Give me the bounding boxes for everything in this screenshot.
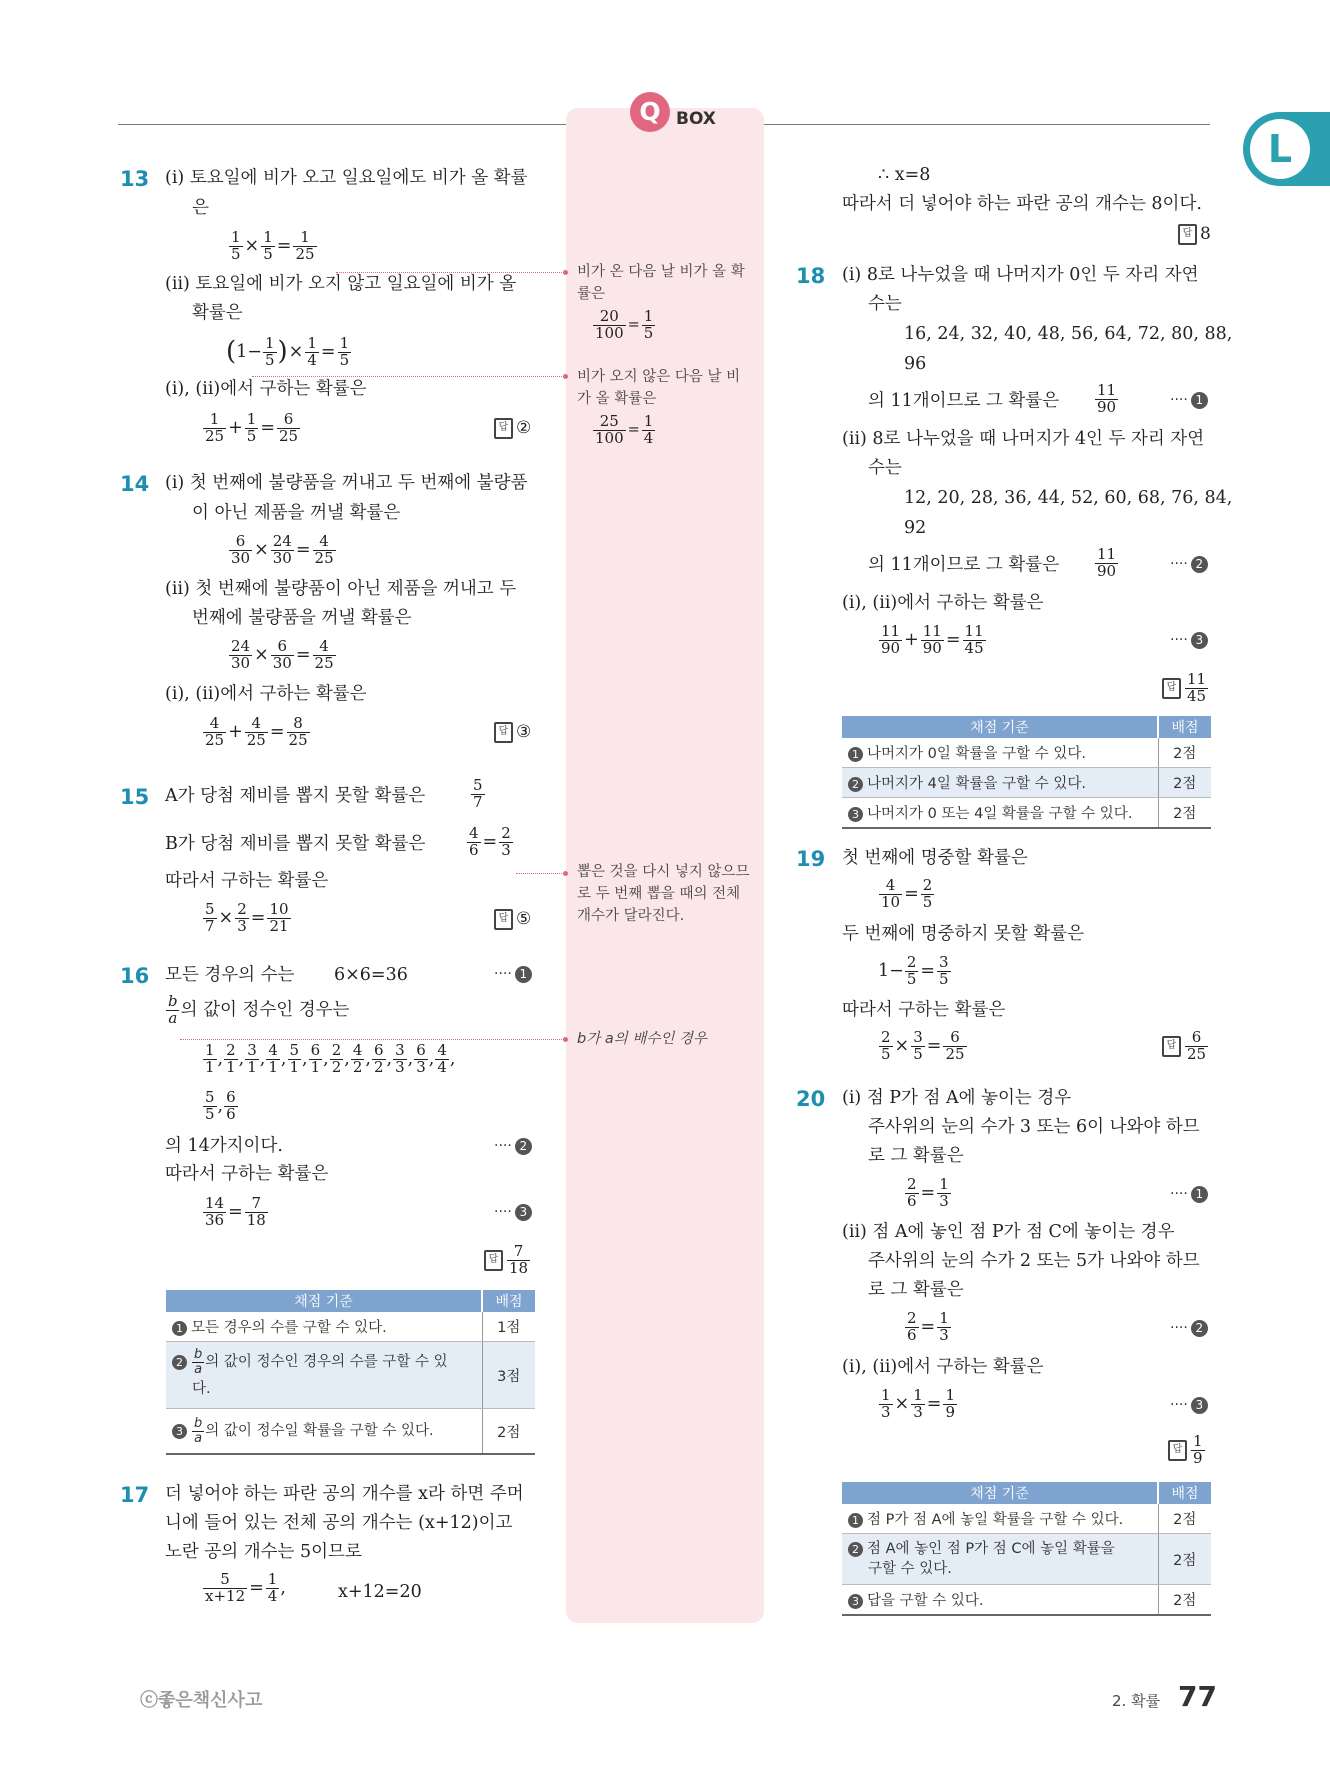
p20-mark-3: ···· 3 [1170, 1397, 1208, 1414]
p17-answer-value: 8 [1200, 224, 1211, 244]
answer-icon: 답 [484, 1250, 503, 1271]
p13-line4: 확률은 [192, 303, 243, 323]
note-2: 비가 오지 않은 다음 날 비 가 올 확률은 [577, 369, 741, 407]
p16-line1-eq: 6×6=36 [334, 965, 408, 985]
p17-line2: 니에 들어 있는 전체 공의 개수는 (x+12)이고 [165, 1513, 513, 1533]
p13-line5: (ⅰ), (ⅱ)에서 구하는 확률은 [165, 379, 367, 399]
p15-eq: $\frac{5}{7}$ × $\frac{2}{3}$ = $\frac{10}{21}$ [205, 900, 289, 935]
page-number: 77 [1178, 1680, 1217, 1713]
scoring-header-points: 배점 [1158, 1482, 1211, 1504]
p13-eq3: $\frac{1}{25}$ + $\frac{1}{5}$ = $\frac{6}{25}$ [205, 410, 299, 445]
p18-eq: $\frac{11}{90}$ + $\frac{11}{90}$ = $\frac{11}{45}$ [881, 622, 984, 657]
p17-eq1: $\frac{5}{x+12}$ = $\frac{1}{4}$ , [205, 1570, 286, 1605]
p19-eq1: $\frac{4}{10}$ = $\frac{2}{5}$ [881, 876, 933, 911]
p16-line4: 따라서 구하는 확률은 [165, 1164, 329, 1184]
p16-list1: $\frac{1}{1}$ , $\frac{2}{1}$ , $\frac{3}{1}$ , $\frac{4}{1}$ , $\frac{5}{1}$ , $\frac{6}{1}$ , $\frac{2}{2}$ , $\frac{4}{2}$ , $\frac{6}{2}$ , $\frac{3}{3}$ , $\frac{6}{3}$ , $\frac{4}{4}$ , [205, 1041, 456, 1076]
p16-answer: 답 $\frac{7}{18}$ [484, 1244, 531, 1277]
answer-icon: 답 [494, 418, 513, 439]
answer-icon: 답 [1178, 224, 1197, 245]
p20-line5: 주사위의 눈의 수가 2 또는 5가 나와야 하므 [868, 1251, 1200, 1271]
p16-line1: 모든 경우의 수는 [165, 965, 295, 985]
p20-mark-1: ···· 1 [1170, 1186, 1208, 1203]
note-leader-3 [516, 873, 564, 874]
problem-number-16: 16 [120, 964, 150, 988]
p15-answer [494, 909, 531, 930]
p18-line5: 의 11개이므로 그 확률은 [868, 391, 1060, 411]
scoring-header-criteria: 채점 기준 [842, 716, 1158, 738]
p16-list2: $\frac{5}{5}$ , $\frac{6}{6}$ [205, 1088, 236, 1123]
q-box-label: BOX [676, 109, 716, 129]
p18-line7: 수는 [868, 458, 902, 478]
p13-eq2: (1− $\frac{1}{5}$ )× $\frac{1}{4}$ = $\frac{1}{5}$ [226, 334, 350, 369]
p17-line4: ∴ x=8 [878, 165, 931, 185]
scoring-row-1: 1 점 P가 점 A에 놓일 확률을 구할 수 있다. [842, 1504, 1158, 1534]
scoring-row-3: 3 나머지가 0 또는 4일 확률을 구할 수 있다. [842, 798, 1158, 829]
p16-line2: $\frac{b}{a}$ 의 값이 정수인 경우는 [168, 992, 350, 1027]
p13-line1: (ⅰ) 토요일에 비가 오고 일요일에도 비가 올 확률 [165, 168, 528, 188]
p18-frac1: $\frac{11}{90}$ [1097, 381, 1117, 416]
publisher-logo: ⓒ좋은책신사고 [140, 1690, 263, 1711]
p14-line4: 번째에 불량품을 꺼낼 확률은 [192, 608, 412, 628]
p17-eq2: x+12=20 [338, 1582, 422, 1602]
p20-line7: (ⅰ), (ⅱ)에서 구하는 확률은 [842, 1357, 1044, 1377]
p13-line3: (ⅱ) 토요일에 비가 오지 않고 일요일에 비가 올 [165, 274, 517, 294]
p20-line1: (ⅰ) 점 P가 점 A에 놓이는 경우 [842, 1088, 1072, 1108]
p17-line1: 더 넣어야 하는 파란 공의 개수를 x라 하면 주머 [165, 1484, 524, 1504]
problem-number-15: 15 [120, 785, 150, 809]
p20-line4: (ⅱ) 점 A에 놓인 점 P가 점 C에 놓이는 경우 [842, 1222, 1175, 1242]
p18-line8: 12, 20, 28, 36, 44, 52, 60, 68, 76, 84, [904, 488, 1233, 508]
answer-icon: 답 [1162, 1036, 1181, 1057]
p20-line2: 주사위의 눈의 수가 3 또는 6이 나와야 하므 [868, 1117, 1200, 1137]
scoring-header-criteria: 채점 기준 [842, 1482, 1158, 1504]
header-rule-left [118, 124, 568, 125]
p18-line1: (ⅰ) 8로 나누었을 때 나머지가 0인 두 자리 자연 [842, 265, 1199, 285]
answer-icon: 답 [494, 909, 513, 930]
scoring-row-2: 2 나머지가 4일 확률을 구할 수 있다. [842, 768, 1158, 798]
p16-line2-text: 의 값이 정수인 경우는 [180, 999, 350, 1020]
p19-line2: 두 번째에 명중하지 못할 확률은 [842, 924, 1085, 944]
note-1-eq: $\frac{20}{100}$ = $\frac{1}{5}$ [595, 307, 654, 342]
p15-line3: 따라서 구하는 확률은 [165, 871, 329, 891]
note-leader-2 [252, 376, 564, 377]
p19-line3: 따라서 구하는 확률은 [842, 1000, 1006, 1020]
problem-number-13: 13 [120, 167, 150, 191]
p18-mark-1: ···· 1 [1170, 392, 1208, 409]
scoring-header-criteria: 채점 기준 [166, 1290, 482, 1312]
chapter-label: 2. 확률 [1112, 1692, 1161, 1710]
p18-line10: 의 11개이므로 그 확률은 [868, 555, 1060, 575]
p20-scoring-table: 채점 기준 배점 1 점 P가 점 A에 놓일 확률을 구할 수 있다. 2점 2 점 A에 놓인 점 P가 점 C에 놓일 확률을 구할 수 있다. 2점 3 답을 구할 수 있다. 2점 [842, 1482, 1211, 1616]
scoring-row-1: 1 모든 경우의 수를 구할 수 있다. [166, 1312, 482, 1342]
scoring-row-1: 1 나머지가 0일 확률을 구할 수 있다. [842, 738, 1158, 768]
q-box-logo-icon: Q [630, 92, 670, 132]
problem-number-17: 17 [120, 1483, 150, 1507]
p18-mark-2: ···· 2 [1170, 556, 1208, 573]
p19-line1: 첫 번째에 명중할 확률은 [842, 848, 1028, 868]
p17-line5: 따라서 더 넣어야 하는 파란 공의 개수는 8이다. [842, 194, 1202, 214]
note-leader-4 [180, 1039, 564, 1040]
p16-scoring-table: 채점 기준 배점 1 모든 경우의 수를 구할 수 있다. 1점 2 $\frac{b}{a}$ 의 값이 정수인 경우의 수를 구할 수 있 다. 3점 3 $\frac{b}{a}$ 의 값이 정수일 확률을 구할 수 있다. 2점 [166, 1290, 535, 1455]
p14-eq2: $\frac{24}{30}$ × $\frac{6}{30}$ = $\frac{4}{25}$ [231, 637, 334, 672]
p18-answer: 답 $\frac{11}{45}$ [1162, 672, 1209, 705]
p20-answer: 답 $\frac{1}{9}$ [1168, 1434, 1206, 1467]
p18-scoring-table: 채점 기준 배점 1 나머지가 0일 확률을 구할 수 있다. 2점 2 나머지가 4일 확률을 구할 수 있다. 2점 3 나머지가 0 또는 4일 확률을 구할 수 있다. 2점 [842, 716, 1211, 829]
level-tab-letter: L [1250, 119, 1310, 179]
p17-answer [1178, 224, 1211, 245]
problem-number-18: 18 [796, 264, 826, 288]
p20-line3: 로 그 확률은 [868, 1146, 964, 1166]
p19-eq3: $\frac{2}{5}$ × $\frac{3}{5}$ = $\frac{6}{25}$ [881, 1028, 965, 1063]
p13-eq1: $\frac{1}{5}$ × $\frac{1}{5}$ = $\frac{1}{25}$ [231, 228, 315, 263]
header-rule-right [764, 124, 1210, 125]
p20-eq2: $\frac{2}{6}$ = $\frac{1}{3}$ [907, 1309, 949, 1344]
p14-line5: (ⅰ), (ⅱ)에서 구하는 확률은 [165, 684, 367, 704]
p16-mark-2: ···· 2 [494, 1138, 532, 1155]
p14-eq1: $\frac{6}{30}$ × $\frac{24}{30}$ = $\frac{4}{25}$ [231, 532, 334, 567]
p20-line6: 로 그 확률은 [868, 1280, 964, 1300]
scoring-row-2: 2 점 A에 놓인 점 P가 점 C에 놓일 확률을 구할 수 있다. [842, 1534, 1158, 1585]
note-1: 비가 온 다음 날 비가 올 확 률은 [577, 264, 745, 302]
p18-line11: (ⅰ), (ⅱ)에서 구하는 확률은 [842, 593, 1044, 613]
p15-frac2: $\frac{4}{6}$ = $\frac{2}{3}$ [469, 824, 511, 859]
note-leader-1 [336, 272, 564, 273]
p14-line1: (ⅰ) 첫 번째에 불량품을 꺼내고 두 번째에 불량품 [165, 473, 528, 493]
answer-icon: 답 [494, 722, 513, 743]
p18-line6: (ⅱ) 8로 나누었을 때 나머지가 4인 두 자리 자연 [842, 429, 1205, 449]
p13-answer [494, 418, 531, 439]
p15-line2: B가 당첨 제비를 뽑지 못할 확률은 [165, 834, 426, 854]
p18-line3: 16, 24, 32, 40, 48, 56, 64, 72, 80, 88, [904, 324, 1233, 344]
p14-line2: 이 아닌 제품을 꺼낼 확률은 [192, 503, 401, 523]
p20-eq3: $\frac{1}{3}$ × $\frac{1}{3}$ = $\frac{1}{9}$ [881, 1386, 955, 1421]
p18-mark-3: ···· 3 [1170, 632, 1208, 649]
p20-eq1: $\frac{2}{6}$ = $\frac{1}{3}$ [907, 1175, 949, 1210]
scoring-header-points: 배점 [1158, 716, 1211, 738]
scoring-row-3: 3 답을 구할 수 있다. [842, 1585, 1158, 1616]
p16-eq: $\frac{14}{36}$ = $\frac{7}{18}$ [205, 1194, 266, 1229]
p15-frac1: $\frac{5}{7}$ [473, 776, 483, 811]
p18-line9: 92 [904, 518, 927, 538]
problem-number-14: 14 [120, 472, 150, 496]
p18-line2: 수는 [868, 294, 902, 314]
p13-answer-value: ② [516, 418, 532, 438]
scoring-header-points: 배점 [482, 1290, 535, 1312]
p15-answer-value: ⑤ [516, 909, 532, 929]
p14-answer [494, 722, 531, 743]
scoring-row-3: 3 $\frac{b}{a}$ 의 값이 정수일 확률을 구할 수 있다. [166, 1409, 482, 1455]
p16-mark-3: ···· 3 [494, 1204, 532, 1221]
note-4: b가 a의 배수인 경우 [577, 1031, 707, 1047]
p14-line3: (ⅱ) 첫 번째에 불량품이 아닌 제품을 꺼내고 두 [165, 579, 517, 599]
problem-number-19: 19 [796, 847, 826, 871]
p15-line1: A가 당첨 제비를 뽑지 못할 확률은 [165, 786, 426, 806]
p19-answer: 답 $\frac{6}{25}$ [1162, 1030, 1209, 1063]
p14-eq3: $\frac{4}{25}$ + $\frac{4}{25}$ = $\frac{8}{25}$ [205, 714, 308, 749]
p18-line4: 96 [904, 354, 927, 374]
p16-line3: 의 14가지이다. [165, 1136, 283, 1156]
p19-eq2: 1− $\frac{2}{5}$ = $\frac{3}{5}$ [878, 953, 949, 988]
p13-line2: 은 [192, 198, 209, 218]
p17-line3: 노란 공의 개수는 5이므로 [165, 1542, 362, 1562]
note-2-eq: $\frac{25}{100}$ = $\frac{1}{4}$ [595, 412, 654, 447]
p16-mark-1: ···· 1 [494, 966, 532, 983]
p20-mark-2: ···· 2 [1170, 1320, 1208, 1337]
p14-answer-value: ③ [516, 722, 532, 742]
scoring-row-2: 2 $\frac{b}{a}$ 의 값이 정수인 경우의 수를 구할 수 있 다. [166, 1342, 482, 1409]
answer-icon: 답 [1168, 1440, 1187, 1461]
p18-frac2: $\frac{11}{90}$ [1097, 545, 1117, 580]
answer-icon: 답 [1162, 678, 1181, 699]
problem-number-20: 20 [796, 1087, 826, 1111]
note-3: 뽑은 것을 다시 넣지 않으므 로 두 번째 뽑을 때의 전체 개수가 달라진다. [577, 864, 750, 924]
